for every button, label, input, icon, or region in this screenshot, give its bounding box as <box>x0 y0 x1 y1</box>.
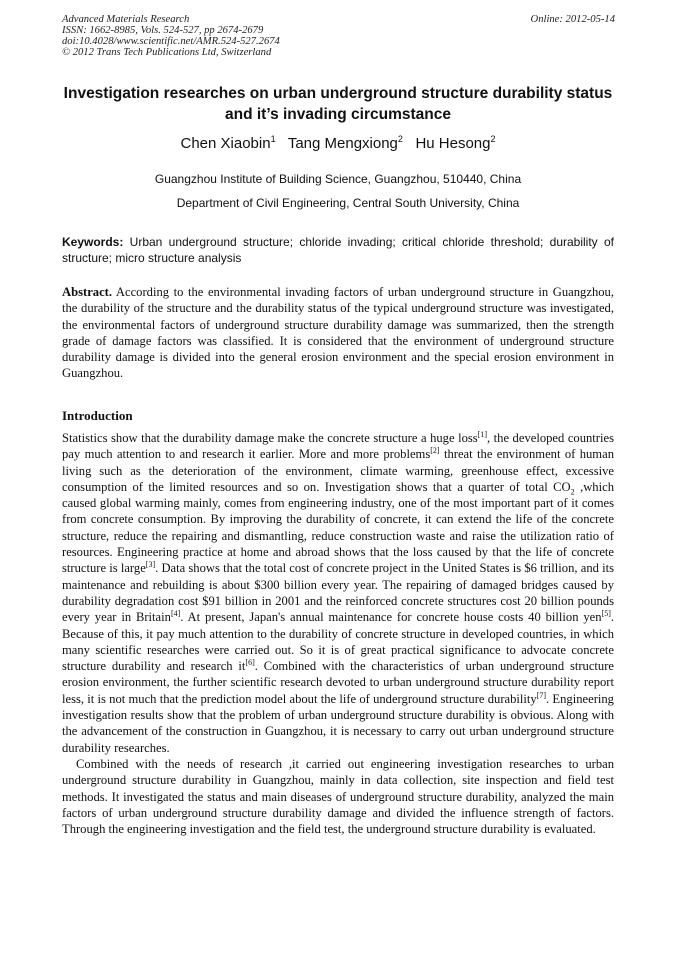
citation: [6] <box>245 657 255 667</box>
author-affil: 2 <box>397 134 403 144</box>
affiliation: Guangzhou Institute of Building Science, Guangzhou, 510440, China <box>154 172 522 186</box>
abstract <box>62 284 614 382</box>
text-run: Combined with the needs of research ,it carried out engineering investigation researches to urban underground structure durability in Guangzhou, mainly in data collection, site inspection and field test methods. It investigated the status and main diseases of underground structure durability, analyzed the main factors of urban underground structure durability damage and divided the influence strength of factors. Through the engineering investigation and the field test, the underground structure durability is evaluated. <box>62 756 614 837</box>
text-run: . Engineering investigation results show that the problem of urban underground structure durability is obvious. Along with the advancement of the construction in Guangzhou, it is necessary to carry out urban underground structure durability researches. <box>62 691 614 755</box>
text-run: Statistics show that the durability damage make the concrete structure a huge loss <box>62 431 478 445</box>
author: Chen Xiaobin <box>180 135 271 152</box>
citation: [4] <box>170 609 181 619</box>
citation: [7] <box>536 690 547 700</box>
section-heading: Introduction <box>62 408 133 423</box>
doi-line: doi:10.4028/www.scientific.net/AMR.524-527.2674 <box>62 36 280 47</box>
journal-name: Advanced Materials Research <box>62 14 190 25</box>
abstract-text: According to the environmental invading factors of urban underground structure in Guangzhou, the durability of the structure and the durability status of the typical underground structure was investigated, the environmental factors of underground structure durability damage was summarized, then the strength grade of damage factors was classified. It is considered that the environment of underground structure durability damage is divided into the general erosion environment and the special erosion environment in Guangzhou. <box>62 285 614 381</box>
text-run: . Data shows that the total cost of concrete project in the United States is $6 trillion, and its maintenance and rebuilding is about $300 billion every year. The repairing of damaged bridges caused by durability degradation cost $91 billion in 2001 and the reinforced concrete structures cost 20 billion pounds every year in Britain <box>62 561 614 625</box>
text-run: , the developed countries pay much attention to and research it earlier. More and more problems <box>62 431 614 462</box>
paragraph <box>62 756 614 837</box>
issn-line: ISSN: 1662-8985, Vols. 524-527, pp 2674-2679 <box>62 25 264 36</box>
text-run: . Because of this, it pay much attention to the durability of concrete structure in developed countries, in which many scientific researches were carried out. So it is of great practical significance to advocate concrete structure durability and research it <box>62 610 615 674</box>
author: Tang Mengxiong <box>287 135 398 152</box>
citation: [5] <box>601 609 611 619</box>
journal-header <box>62 14 280 58</box>
text-run: ,which caused global warming mainly, comes from engineering industry, one of the most important part of it comes from concrete consumption. By improving the durability of concrete, it can extend the life of the concrete structure, reduce the repairing and dismantling, reduce construction waste and raise the utilization ratio of resources. Engineering practice at home and abroad shows that the loss caused by that the life of concrete structure is large <box>62 479 614 576</box>
text-run: . Combined with the characteristics of urban underground structure erosion environment, the further scientific research devoted to urban underground structure durability report less, it is not much that the prediction model about the life of underground structure durability <box>62 659 614 706</box>
copyright-line: © 2012 Trans Tech Publications Ltd, Switzerland <box>62 47 272 58</box>
introduction-body <box>62 430 614 837</box>
paper-title: Investigation researches on urban underground structure durability status and it’s invading circumstance <box>63 85 613 123</box>
abstract-label: Abstract. <box>62 285 113 299</box>
author-affil: 1 <box>270 134 276 144</box>
keywords <box>62 234 614 266</box>
keywords-text: Urban underground structure; chloride invading; critical chloride threshold; durability of structure; micro structure analysis <box>62 235 614 265</box>
author: Hu Hesong <box>415 135 491 152</box>
paragraph <box>62 430 614 756</box>
citation: [1] <box>477 429 487 439</box>
affiliation: Department of Civil Engineering, Central South University, China <box>176 196 520 210</box>
text-run: threat the environment of human living such as the deterioration of the environment, climate warming, greenhouse effect, excessive consumption of the limited resources and so on. Investigation shows that a quarter of total CO <box>62 447 614 494</box>
subscript: 2 <box>570 487 575 497</box>
citation: [2] <box>430 446 440 456</box>
keywords-label: Keywords: <box>62 235 124 249</box>
citation: [3] <box>145 560 156 570</box>
online-date: Online: 2012-05-14 <box>530 14 615 25</box>
author-affil: 2 <box>490 134 496 144</box>
authors <box>62 135 614 152</box>
text-run: . At present, Japan's annual maintenance for concrete house costs 40 billion yen <box>180 610 602 625</box>
